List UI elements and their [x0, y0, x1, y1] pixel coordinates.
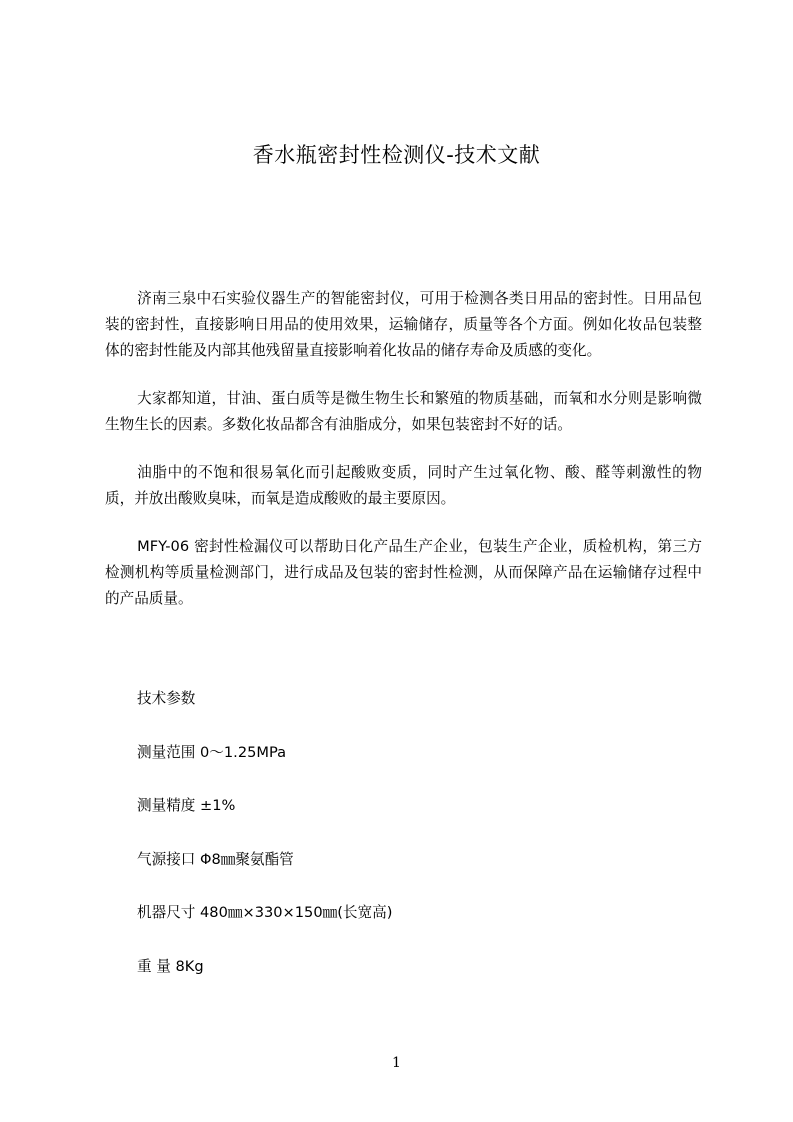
params-heading: 技术参数	[137, 690, 196, 707]
page-number: 1	[392, 1055, 401, 1071]
paragraph-product: MFY-06 密封性检漏仪可以帮助日化产品生产企业，包装生产企业，质检机构，第三方检测机构等质量检测部门，进行成品及包装的密封性检测，从而保障产品在运输储存过程中的产品质量。	[105, 538, 702, 607]
param-accuracy: 测量精度 ±1%	[137, 797, 236, 814]
paragraph-microbes: 大家都知道，甘油、蛋白质等是微生物生长和繁殖的物质基础，而氧和水分则是影响微生物生长的因素。多数化妆品都含有油脂成分，如果包装密封不好的话。	[105, 390, 702, 433]
paragraph-intro: 济南三泉中石实验仪器生产的智能密封仪，可用于检测各类日用品的密封性。日用品包装的密封性，直接影响日用品的使用效果，运输储存，质量等各个方面。例如化妆品包装整体的密封性能及内部其他残留量直接影响着化妆品的储存寿命及质感的变化。	[105, 290, 702, 359]
param-air-inlet: 气源接口 Φ8㎜聚氨酯管	[137, 850, 294, 868]
document-title: 香水瓶密封性检测仪-技术文献	[252, 143, 541, 167]
document-body	[105, 286, 702, 634]
param-dimensions: 机器尺寸 480㎜×330×150㎜(长宽高)	[137, 904, 393, 921]
technical-parameters	[137, 686, 697, 1007]
param-weight: 重 量 8Kg	[137, 957, 204, 975]
param-measure-range: 测量范围 0～1.25MPa	[137, 743, 287, 761]
paragraph-oxidation: 油脂中的不饱和很易氧化而引起酸败变质，同时产生过氧化物、酸、醛等刺激性的物质，并放出酸败臭味，而氧是造成酸败的最主要原因。	[105, 464, 702, 507]
